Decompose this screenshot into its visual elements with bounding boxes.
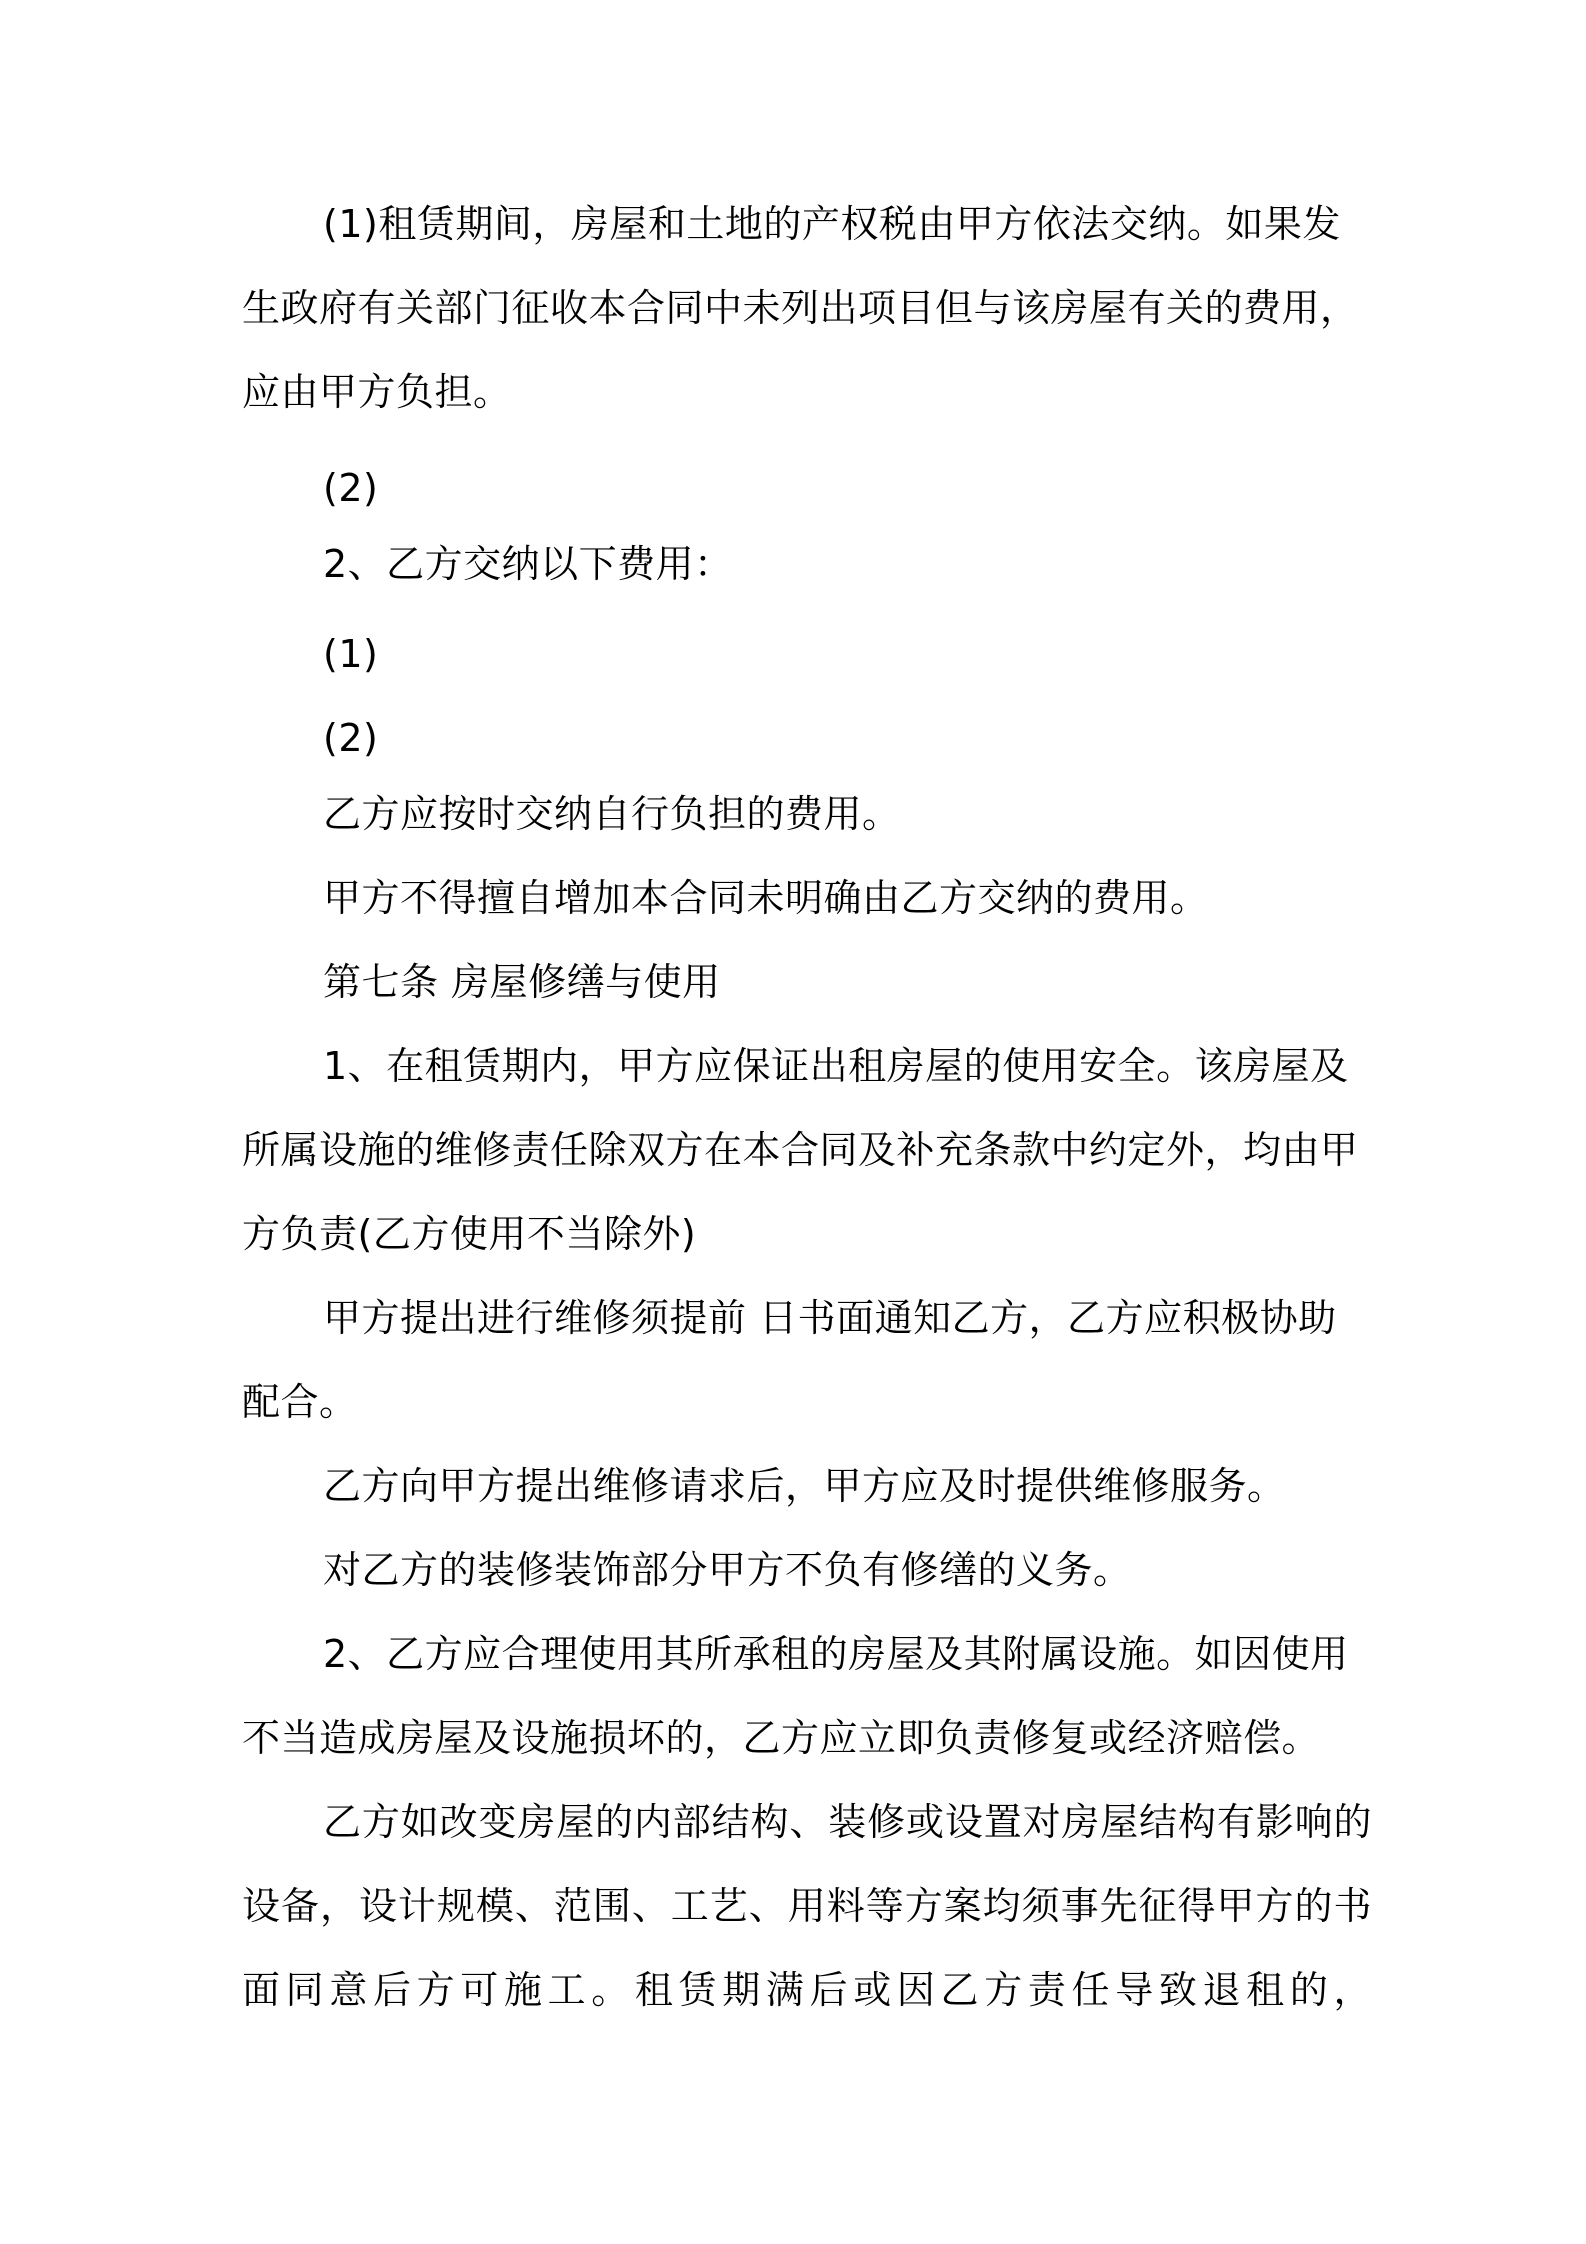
paragraph-property-tax: (1)租赁期间，房屋和土地的产权税由甲方依法交纳。如果发生政府有关部门征收本合同中未列出项目但与该房屋有关的费用，应由甲方负担。 xyxy=(242,202,1359,414)
paragraph-decoration-exemption: 对乙方的装修装饰部分甲方不负有修缮的义务。 xyxy=(323,1548,1132,1592)
paragraph-repair-request: 乙方向甲方提出维修请求后，甲方应及时提供维修服务。 xyxy=(323,1464,1286,1508)
paragraph-item-2a: (2) xyxy=(323,466,379,510)
paragraph-party-b-fees: 2、乙方交纳以下费用： xyxy=(323,542,733,586)
paragraph-item-2b: (2) xyxy=(323,716,379,760)
paragraph-pay-on-time: 乙方应按时交纳自行负担的费用。 xyxy=(323,792,901,836)
paragraph-reasonable-use: 2、乙方应合理使用其所承租的房屋及其附属设施。如因使用不当造成房屋及设施损坏的，乙方应立即负责修复或经济赔偿。 xyxy=(242,1632,1349,1760)
paragraph-maintenance-responsibility: 1、在租赁期内，甲方应保证出租房屋的使用安全。该房屋及所属设施的维修责任除双方在本合同及补充条款中约定外，均由甲方负责(乙方使用不当除外) xyxy=(242,1044,1359,1256)
paragraph-maintenance-notice: 甲方提出进行维修须提前 日书面通知乙方，乙方应积极协助配合。 xyxy=(242,1296,1337,1424)
paragraph-item-1b: (1) xyxy=(323,632,379,676)
paragraph-structural-changes: 乙方如改变房屋的内部结构、装修或设置对房屋结构有影响的设备，设计规模、范围、工艺、用料等方案均须事先征得甲方的书面同意后方可施工。租赁期满后或因乙方责任导致退租的， xyxy=(242,1800,1372,2012)
paragraph-no-extra-fees: 甲方不得擅自增加本合同未明确由乙方交纳的费用。 xyxy=(323,876,1209,920)
section-heading-article-7: 第七条 房屋修缮与使用 xyxy=(323,960,721,1004)
